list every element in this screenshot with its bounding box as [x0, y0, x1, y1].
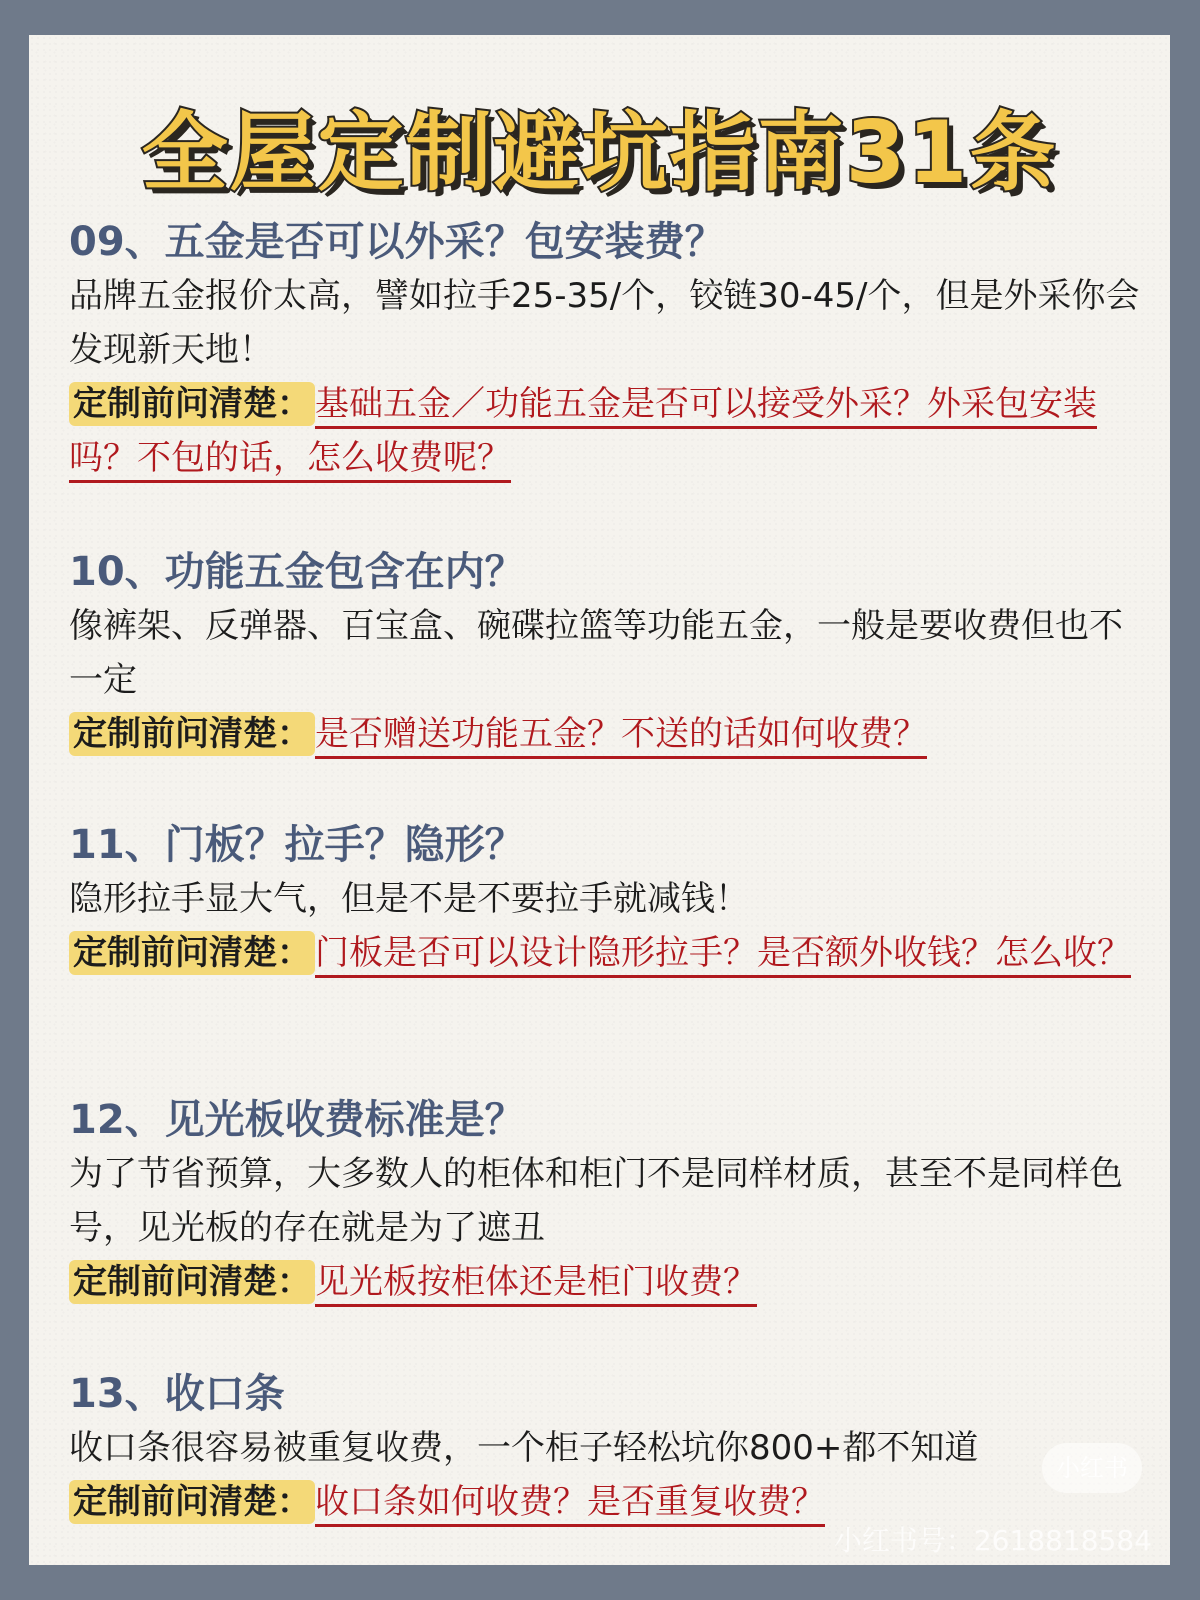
- section-body: 像裤架、反弹器、百宝盒、碗碟拉篮等功能五金，一般是要收费但也不一定: [69, 606, 1123, 700]
- ask-question: 是否赠送功能五金？不送的话如何收费？: [315, 714, 927, 759]
- ask-label: 定制前问清楚：: [69, 1480, 315, 1524]
- ask-row: [69, 377, 1149, 485]
- section-body: 品牌五金报价太高，譬如拉手25-35/个，铰链30-45/个，但是外采你会发现新天地！: [69, 276, 1140, 370]
- section-13: [69, 1367, 1149, 1529]
- ask-row: [69, 926, 1149, 980]
- ask-row: [69, 1255, 1149, 1309]
- section-heading: 11、门板？拉手？隐形？: [69, 822, 525, 868]
- content-card: [29, 35, 1170, 1565]
- ask-question: 门板是否可以设计隐形拉手？是否额外收钱？怎么收？: [315, 933, 1131, 978]
- ask-question: 收口条如何收费？是否重复收费？: [315, 1482, 825, 1527]
- section-10: [69, 545, 1149, 761]
- section-11: [69, 818, 1149, 980]
- section-heading: 13、收口条: [69, 1371, 285, 1417]
- ask-label: 定制前问清楚：: [69, 712, 315, 756]
- ask-question: 基础五金／功能五金是否可以接受外采？外采包安装吗？不包的话，怎么收费呢？: [69, 384, 1097, 483]
- watermark-badge: 小红书: [1042, 1443, 1142, 1493]
- ask-question: 见光板按柜体还是柜门收费？: [315, 1262, 757, 1307]
- ask-label: 定制前问清楚：: [69, 1260, 315, 1304]
- ask-label: 定制前问清楚：: [69, 931, 315, 975]
- section-heading: 10、功能五金包含在内？: [69, 549, 525, 595]
- section-body: 隐形拉手显大气，但是不是不要拉手就减钱！: [69, 879, 749, 919]
- section-body: 收口条很容易被重复收费，一个柜子轻松坑你800+都不知道: [69, 1428, 979, 1468]
- section-heading: 12、见光板收费标准是？: [69, 1097, 525, 1143]
- ask-label: 定制前问清楚：: [69, 382, 315, 426]
- section-body: 为了节省预算，大多数人的柜体和柜门不是同样材质，甚至不是同样色号，见光板的存在就是为了遮丑: [69, 1154, 1123, 1248]
- section-12: [69, 1093, 1149, 1309]
- page-title: 全屋定制避坑指南31条: [141, 103, 1058, 203]
- watermark-id: 小红书号：2618818584: [833, 1524, 1152, 1557]
- section-heading: 09、五金是否可以外采？包安装费？: [69, 219, 725, 265]
- ask-row: [69, 707, 1149, 761]
- section-09: [69, 215, 1149, 485]
